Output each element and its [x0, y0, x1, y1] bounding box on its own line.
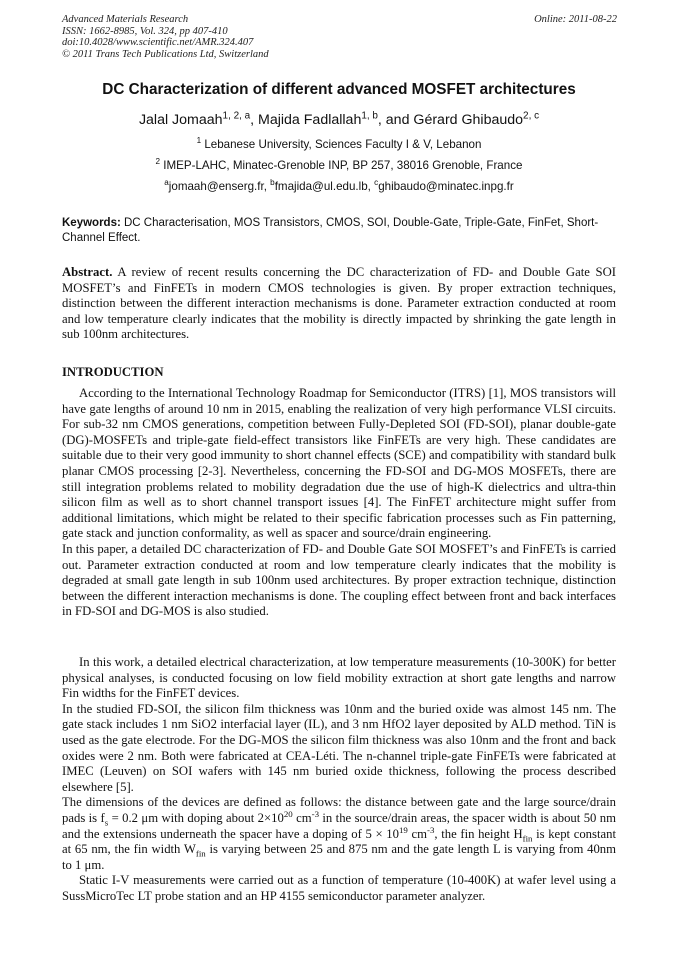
keywords-block [62, 216, 618, 246]
p5-text: The dimensions of the devices are defined as follows: the distance between gate and the large source/drain pads is f [62, 795, 616, 825]
author-separator: , [250, 112, 259, 128]
p5-subscript: fin [522, 833, 533, 844]
email-address[interactable]: fmajida@ul.edu.lb [274, 180, 368, 193]
paragraph-6: Static I-V measurements were carried out as a function of temperature (10-400K) at wafer level using a SussMicroTec LT probe station and an HP 4155 semiconductor parameter analyzer. [62, 873, 616, 903]
email-separator: , [263, 180, 271, 193]
journal-header [62, 14, 617, 60]
affil-marker: 1 [196, 136, 202, 146]
author-separator: , and [377, 112, 414, 128]
keywords-text: DC Characterisation, MOS Transistors, CMOS, SOI, Double-Gate, Triple-Gate, FinFet, Short-Channel Effect. [62, 217, 599, 244]
p5-subscript: s [104, 817, 109, 828]
p5-superscript: 20 [283, 808, 293, 819]
paragraph-4: In the studied FD-SOI, the silicon film thickness was 10nm and the buried oxide was almost 145 nm. The gate stack includes 1 nm SiO2 interfacial layer (IL), and 3 nm HfO2 layer deposited by ALD method. TiN is used as the gate electrode. For the DG-MOS the silicon film thickness was also 10nm and the front and back oxides were 2 nm. Both were fabricated at CEA-Léti. The n-channel triple-gate FinFETs were fabricated at IMEC (Leuven) on SOI wafers with 145 nm buried oxide thickness, following the process described elsewhere [5]. [62, 701, 616, 794]
author-name: Majida Fadlallah [258, 112, 362, 128]
online-date: Online: 2011-08-22 [534, 14, 617, 25]
p5-superscript: -3 [426, 824, 435, 835]
email-marker: c [374, 178, 379, 188]
paper-title: DC Characterization of different advanced MOSFET architectures [102, 81, 576, 98]
keywords-label: Keywords: [62, 217, 121, 229]
author-name: Gérard Ghibaudo [413, 112, 524, 128]
email-separator: , [367, 180, 375, 193]
author-name: Jalal Jomaah [138, 112, 223, 128]
affiliation-2 [40, 159, 638, 172]
p5-superscript: 19 [398, 824, 408, 835]
paragraph-3: In this work, a detailed electrical characterization, at low temperature measurements (10-300K) for better physical analyses, is conducted focusing on low field mobility extraction at short gate lengths and narrow Fin widths for the FinFET devices. [62, 655, 616, 701]
author-affil-marker: 1, 2, a [222, 110, 251, 122]
paragraph-1: According to the International Technology Roadmap for Semiconductor (ITRS) [1], MOS transistors will have gate lengths of around 10 nm in 2015, enabling the realization of very high performance VLSI circuits. For sub-32 nm CMOS generations, competition between Fully-Depleted SOI (FD-SOI), planar double-gate (DG)-MOSFETs and triple-gate field-effect transistors like FinFETs are very high. These candidates are suitable due to their very good immunity to short channel effects (SCE) and compatibility with standard bulk planar CMOS processing [2-3]. Nevertheless, concerning the FD-SOI and DG-MOS MOSFETs, there are still integration problems related to mobility degradation due the use of high-K dielectrics and ultra-thin silicon film as well as to short channel transport issues [4]. The FinFET architecture might suffer from additional limitations, which might be related to their specific fabrication processes such as Fin patterning, gate stack and junction conformality, as well as spacer and source/drain engineering. [62, 386, 616, 541]
abstract-label: Abstract. [62, 265, 113, 279]
doi-line: doi:10.4028/www.scientific.net/AMR.324.407 [62, 37, 254, 48]
copyright-line: © 2011 Trans Tech Publications Ltd, Switzerland [62, 48, 269, 60]
p5-text: , the fin height H [434, 826, 523, 841]
author-line [40, 112, 638, 128]
abstract-block [62, 265, 616, 343]
paragraph-5 [62, 795, 616, 873]
body-block-1 [62, 386, 616, 620]
email-marker: b [270, 178, 275, 188]
affil-marker: 2 [155, 157, 161, 167]
p5-text: cm [407, 826, 427, 841]
email-address[interactable]: ghibaudo@minatec.inpg.fr [378, 180, 514, 193]
author-affil-marker: 2, c [523, 110, 540, 122]
abstract-text: A review of recent results concerning the DC characterization of FD- and Double Gate SOI MOSFET’s and FinFETs in modern CMOS technologies is given. By proper extraction techniques, distinction between the different interaction mechanisms is done. Parameter extraction conducted at room and low temperature clearly indicates that the mobility is directly impacted by shrinking the gate length in sub 100nm architectures. [62, 265, 616, 342]
p5-text: cm [292, 810, 312, 825]
section-heading-introduction: INTRODUCTION [62, 365, 164, 379]
paragraph-2: In this paper, a detailed DC characterization of FD- and Double Gate SOI MOSFET’s and FinFETs is carried out. Parameter extraction conducted at room and low temperature clearly indicates that the mobility is degraded at small gate length in sub 100nm used architectures. By proper extraction technique, distinction between the different interaction mechanisms is done. The coupling effect between front and back interfaces in FD-SOI and DG-MOS is also studied. [62, 541, 616, 619]
journal-name: Advanced Materials Research [62, 14, 189, 25]
p5-text: is varying between 25 and 875 nm and the gate length L is varying from 40nm to 1 μm. [62, 842, 616, 872]
p5-text: = 0.2 μm with doping about 2×10 [108, 810, 284, 825]
p5-text: is kept constant at 65 nm, the fin width W [62, 826, 616, 857]
p5-subscript: fin [195, 848, 206, 859]
p5-superscript: -3 [311, 808, 320, 819]
body-block-2 [62, 655, 616, 905]
author-affil-marker: 1, b [361, 110, 378, 122]
email-address[interactable]: jomaah@enserg.fr [168, 180, 264, 193]
affiliation-1 [40, 138, 638, 151]
affil-text: Lebanese University, Sciences Faculty I & V, Lebanon [204, 138, 482, 151]
p5-text: in the source/drain areas, the spacer width is about 50 nm and the extensions underneath the spacer have a doping of 5 × 10 [62, 810, 616, 841]
email-marker: a [164, 178, 169, 188]
affil-text: IMEP-LAHC, Minatec-Grenoble INP, BP 257, 38016 Grenoble, France [163, 159, 523, 172]
issn-line: ISSN: 1662-8985, Vol. 324, pp 407-410 [62, 25, 228, 37]
email-line [40, 180, 638, 193]
